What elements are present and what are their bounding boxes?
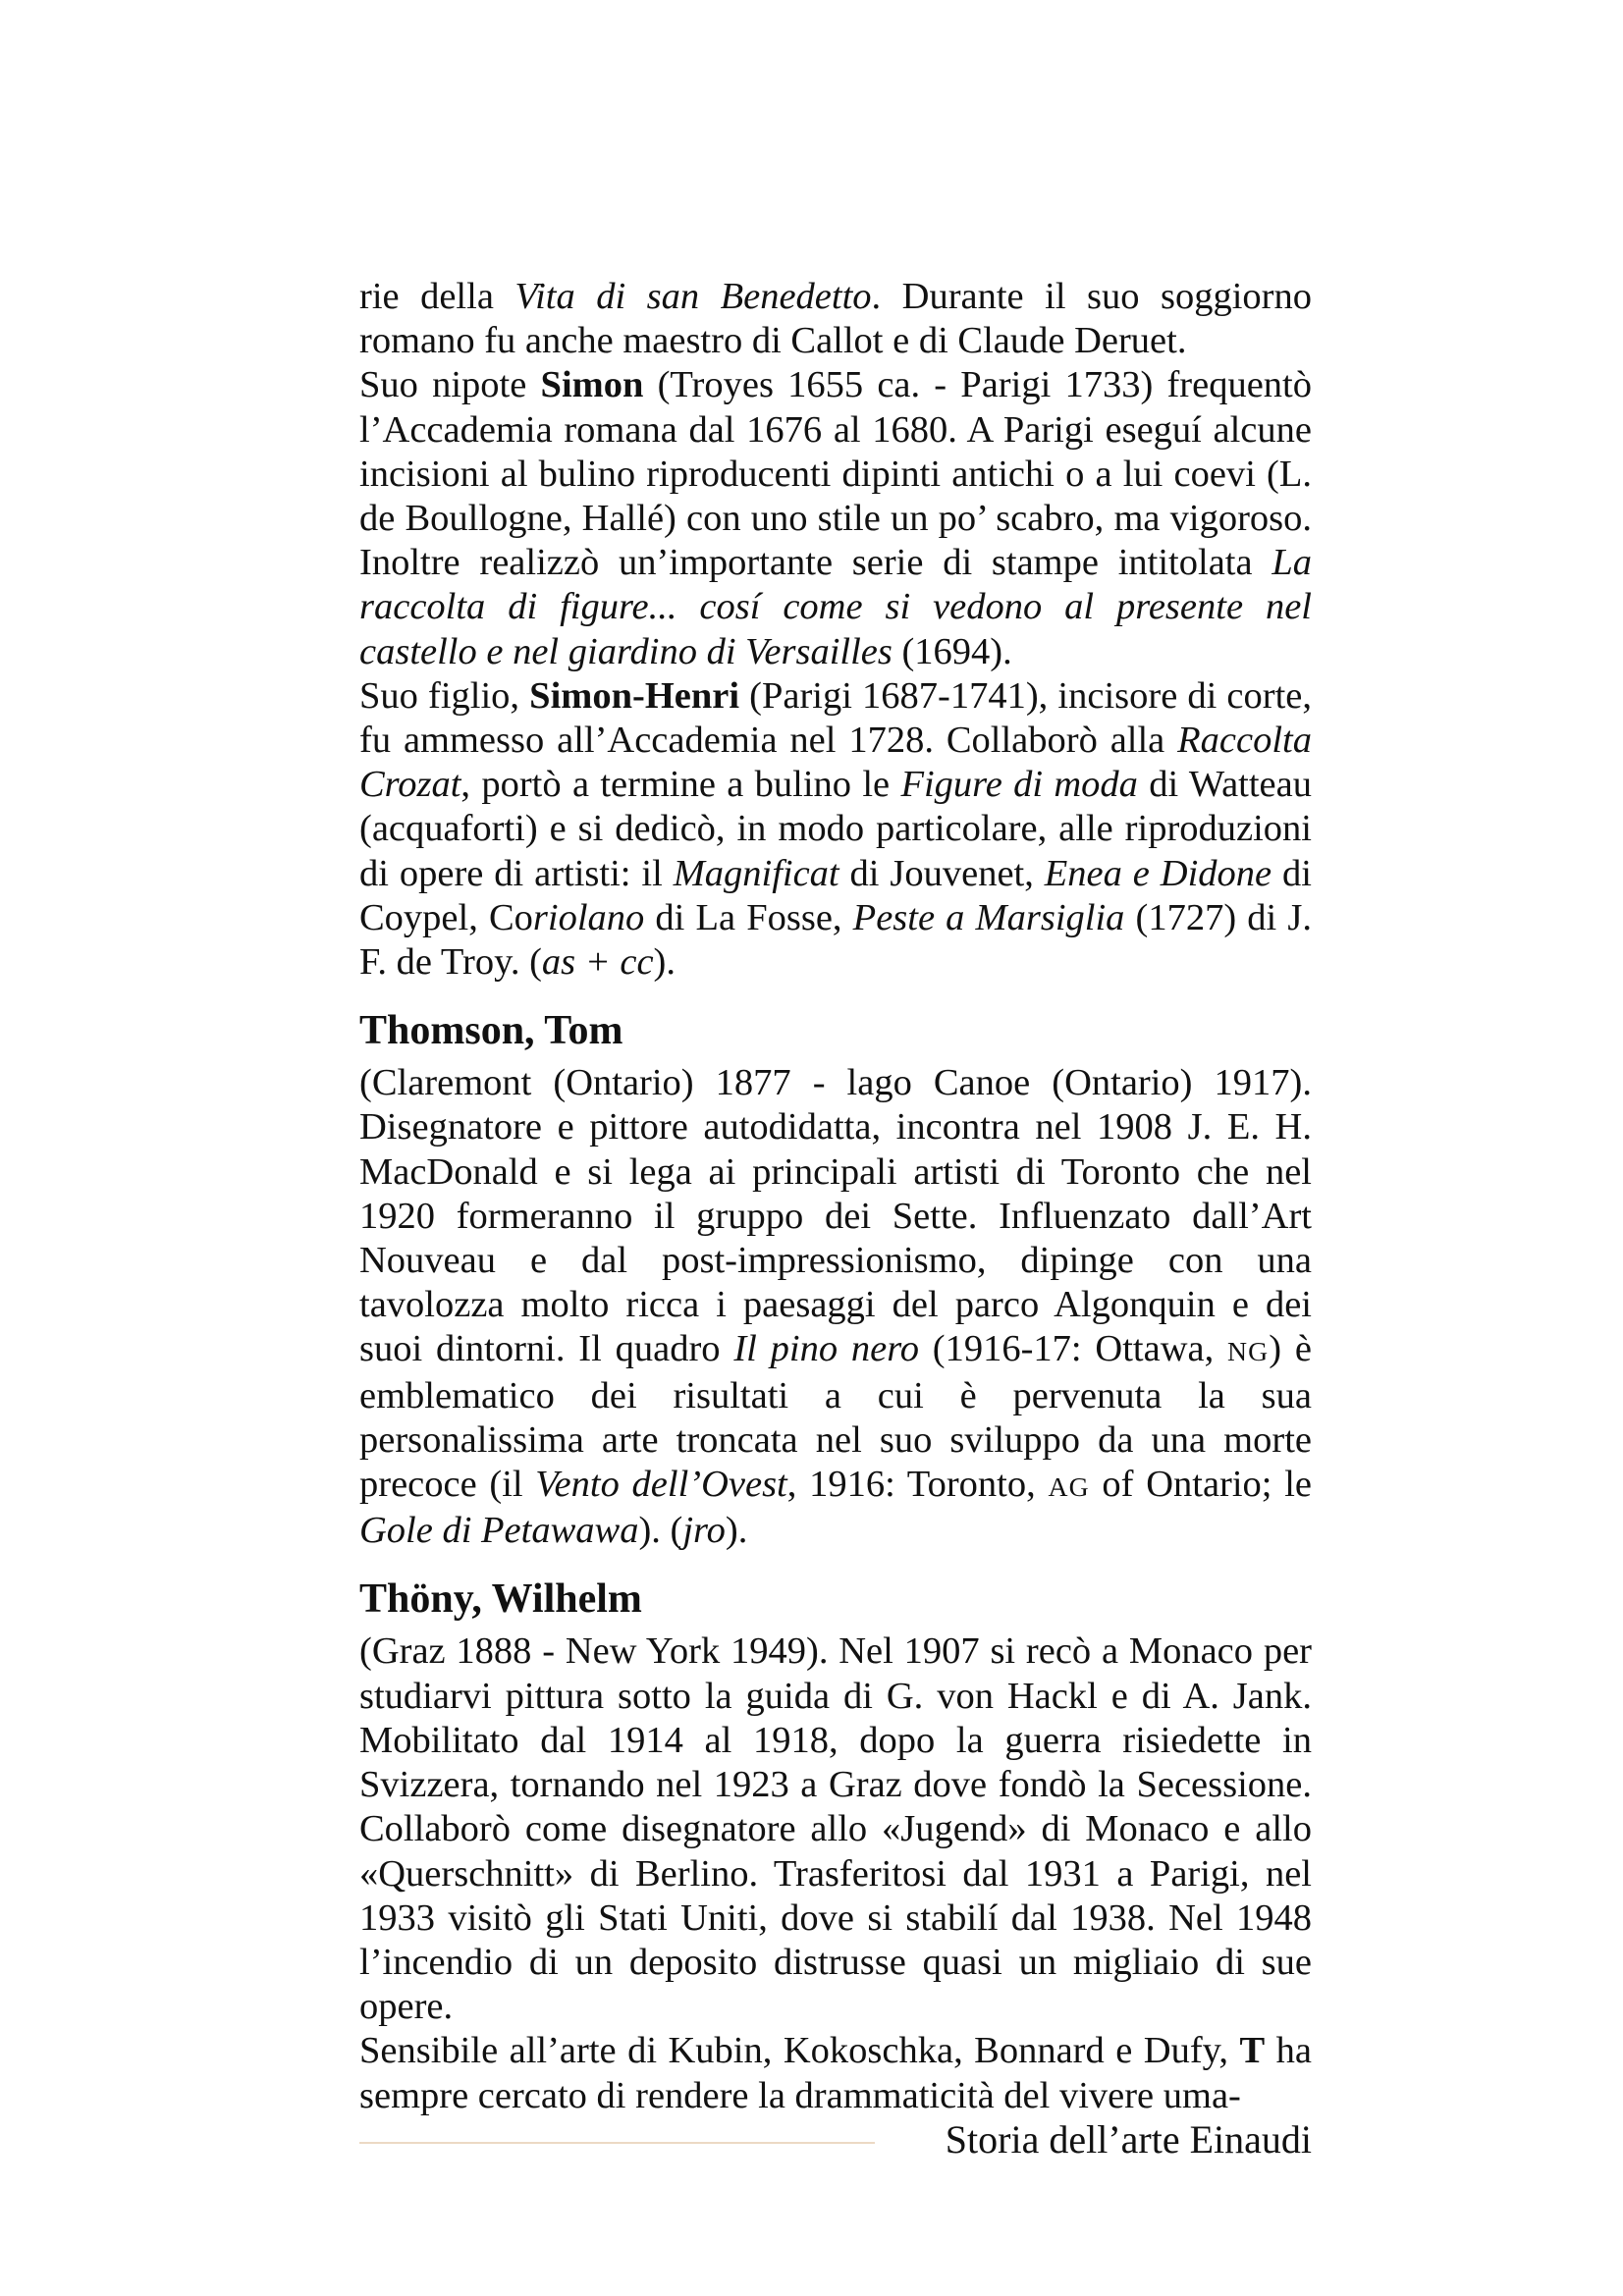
text-run: as + cc [541, 941, 654, 984]
text-run: (1727) di J. F. de Troy. ( [359, 896, 1312, 984]
text-run: Simon-Henri [529, 674, 740, 717]
text-run: Il pino nero [733, 1328, 919, 1370]
text-run: of Ontario; le [1089, 1464, 1312, 1506]
text-run: (Troyes 1655 ca. - Parigi 1733) frequentò l’Accademia romana dal 1676 al 1680. A Parigi eseguí alcune incisioni al bulino riproducenti dipinti antichi o a lui coevi (L. de Boullogne, Hallé) con uno stile un po’ scabro, ma vigoroso. Inoltre realizzò un’importante serie di stampe intitolata [359, 364, 1312, 584]
text-run: (1694). [892, 630, 1012, 672]
page-footer [359, 2112, 1312, 2171]
text-run: di La Fosse, [644, 896, 853, 938]
entry-title-thomson: Thomson, Tom [359, 1008, 623, 1054]
text-run: NG [1227, 1336, 1270, 1367]
text-run: Vento dell’Ovest [535, 1464, 787, 1506]
text-run: di Jouvenet, [839, 852, 1045, 894]
text-run: Enea e Didone [1044, 852, 1272, 894]
text-run: AG [1048, 1471, 1090, 1503]
intro-paragraph-2 [359, 363, 1312, 673]
text-run: Sensibile all’arte di Kubin, Kokoschka, Bonnard e Dufy, [359, 2030, 1240, 2072]
entry-body-thomson [359, 1061, 1312, 1553]
text-run: Suo figlio, [359, 674, 530, 717]
text-run: Simon [540, 364, 644, 406]
text-run: Peste a Marsiglia [852, 896, 1125, 938]
footer-title: Storia dell’arte Einaudi [945, 2117, 1312, 2162]
text-run: , portò a termine a bulino le [460, 764, 901, 806]
text-run: ). ( [638, 1510, 683, 1552]
text-run: rie della [359, 276, 515, 317]
text-run: La raccolta di figure... cosí come si vedono al presente nel castello e nel giardino di Versailles [359, 542, 1312, 672]
text-run: ). [725, 1510, 748, 1552]
text-run: Magnificat [673, 852, 839, 894]
footer-rule [359, 2142, 875, 2144]
text-run: jro [682, 1510, 726, 1552]
text-run: Vita di san Benedetto [514, 276, 872, 317]
text-run: , 1916: Toronto, [786, 1464, 1049, 1506]
intro-paragraph-3 [359, 674, 1312, 985]
entry-body-thony [359, 1629, 1312, 2029]
main-text [359, 275, 1312, 2118]
text-run: riolano [532, 896, 645, 938]
text-run: Suo nipote [359, 364, 541, 406]
text-run: (1916-17: Ottawa, [919, 1328, 1228, 1370]
text-run: (Graz 1888 - New York 1949). Nel 1907 si recò a Monaco per studiarvi pittura sotto la guida di G. von Hackl e di A. Jank. Mobilitato dal 1914 al 1918, dopo la guerra risiedette in Svizzera, tornando nel 1923 a Graz dove fondò la Secessione. Collaborò come disegnatore allo «Jugend» di Monaco e allo «Querschnitt» di Berlino. Trasferitosi dal 1931 a Parigi, nel 1933 visitò gli Stati Uniti, dove si stabilí dal 1938. Nel 1948 l’incendio di un deposito distrusse quasi un migliaio di sue opere. [359, 1630, 1312, 2028]
text-run: ). [653, 941, 676, 984]
text-run: di Coypel, Co [359, 852, 1312, 938]
text-run: Raccolta Crozat [359, 720, 1312, 806]
text-run: (Parigi 1687-1741), incisore di corte, fu ammesso all’Accademia nel 1728. Collaborò alla [359, 674, 1312, 762]
entry-body-thony-continued [359, 2029, 1312, 2117]
entry-title-thony: Thöny, Wilhelm [359, 1576, 642, 1623]
text-run: ) è emblematico dei risultati a cui è pervenuta la sua personalissima arte troncata nel suo sviluppo da una morte precoce (il [359, 1328, 1312, 1506]
text-run: di Watteau (acquaforti) e si dedicò, in modo particolare, alle riproduzioni di opere di artisti: il [359, 764, 1312, 894]
intro-paragraph-1 [359, 275, 1312, 363]
text-run: Gole di Petawawa [359, 1510, 639, 1552]
text-run: T [1239, 2030, 1266, 2072]
text-run: ha sempre cercato di rendere la drammaticità del vivere uma- [359, 2030, 1312, 2116]
text-run: (Claremont (Ontario) 1877 - lago Canoe (Ontario) 1917). Disegnatore e pittore autodidatta, incontra nel 1908 J. E. H. MacDonald e si lega ai principali artisti di Toronto che nel 1920 formeranno il gruppo dei Sette. Influenzato dall’Art Nouveau e dal post-impressionismo, dipinge con una tavolozza molto ricca i paesaggi del parco Algonquin e dei suoi dintorni. Il quadro [359, 1062, 1312, 1370]
text-run: Figure di moda [900, 764, 1138, 806]
text-run: . Durante il suo soggiorno romano fu anche maestro di Callot e di Claude Deruet. [359, 276, 1312, 362]
